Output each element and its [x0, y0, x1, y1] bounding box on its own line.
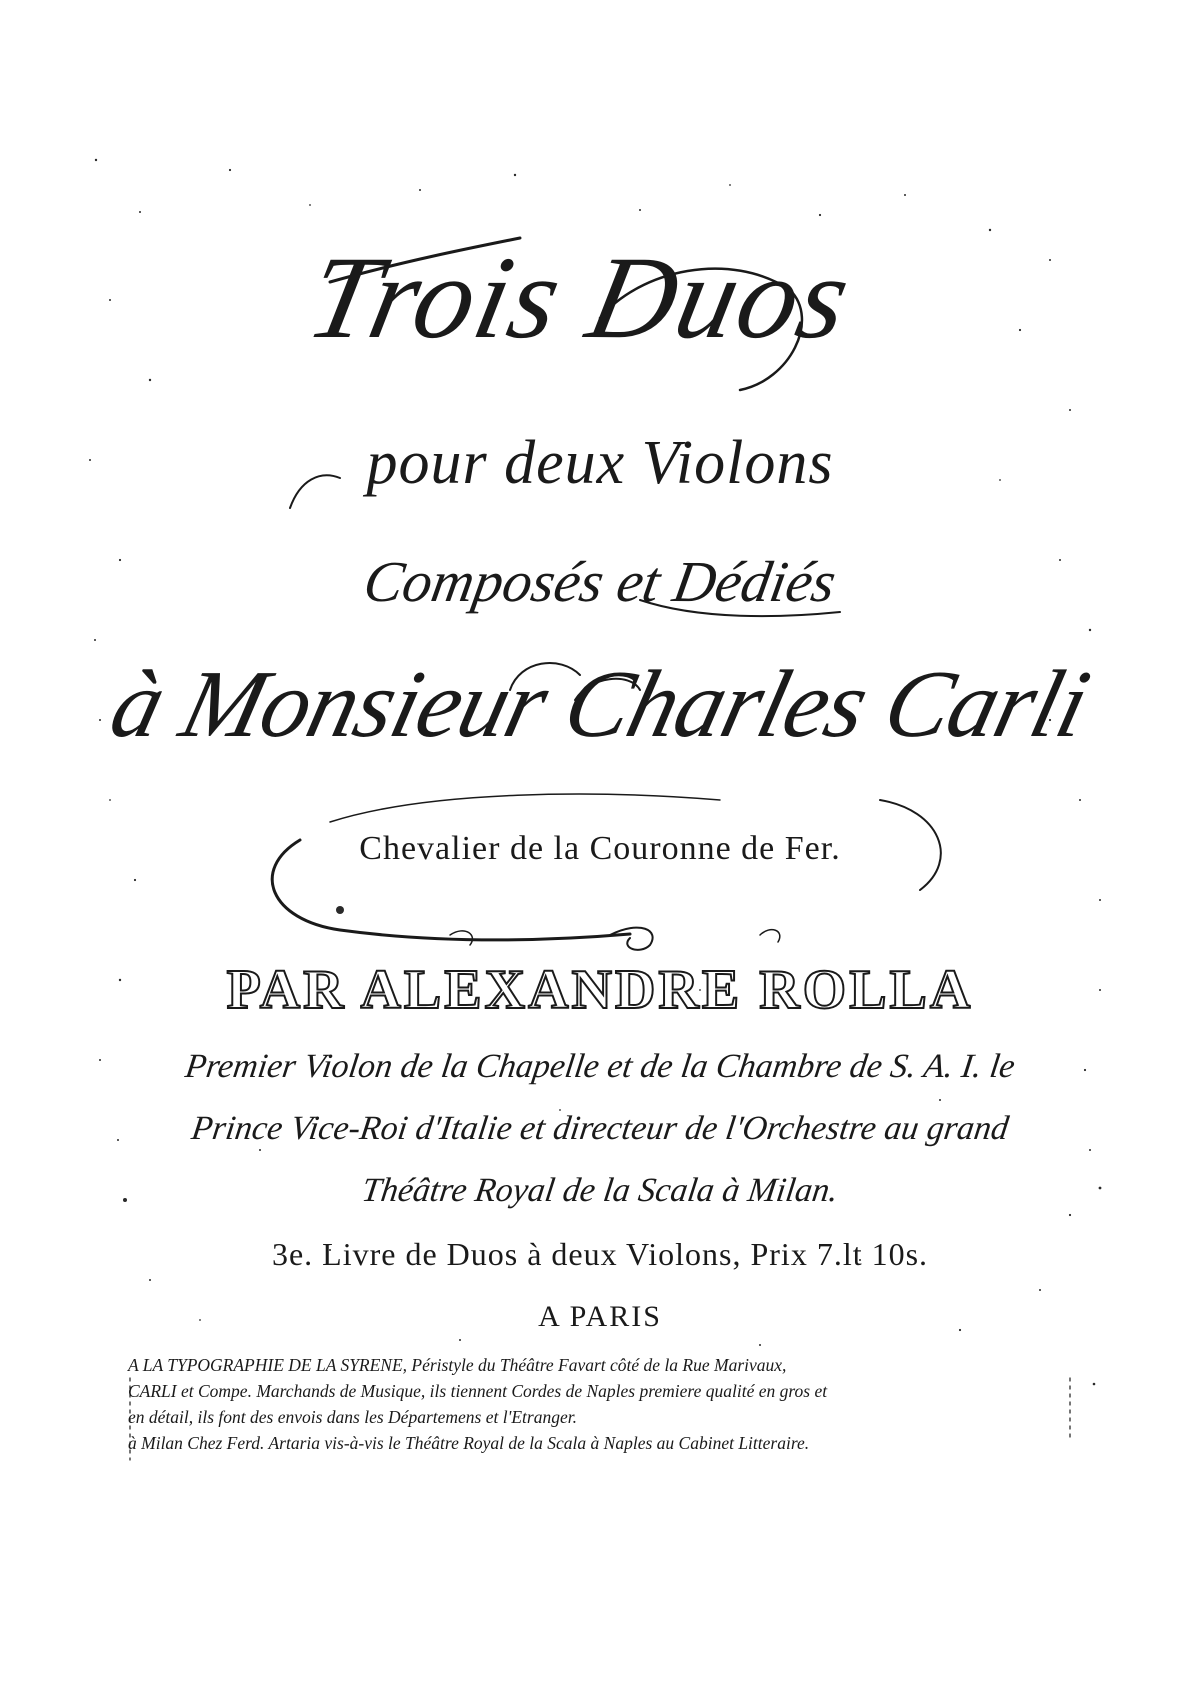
publication-place: A PARIS — [538, 1300, 662, 1333]
imprint-line-1: A LA TYPOGRAPHIE DE LA SYRENE, Péristyle du Théâtre Favart côté de la Rue Marivaux, — [128, 1355, 787, 1375]
dedicatee-line: à Monsieur Charles Carli — [101, 650, 1099, 757]
dedicatee-honorific: Chevalier de la Couronne de Fer. — [359, 830, 841, 867]
imprint-line-3: en détail, ils font des envois dans les Départemens et l'Etranger. — [128, 1407, 577, 1427]
composer-title-line-3: Théâtre Royal de la Scala à Milan. — [359, 1172, 841, 1209]
edition-price-line: 3e. Livre de Duos à deux Violons, Prix 7.lt 10s. — [271, 1236, 929, 1272]
composer-title-line-2: Prince Vice-Roi d'Italie et directeur de l'Orchestre au grand — [189, 1110, 1011, 1147]
imprint-line-2: CARLI et Compe. Marchands de Musique, ils tiennent Cordes de Naples premiere qualité en gros et — [128, 1381, 828, 1401]
work-title: Trois Duos — [297, 232, 863, 363]
composer-title-line-1: Premier Violon de la Chapelle et de la Chambre de S. A. I. le — [182, 1048, 1018, 1085]
composer-name: PAR ALEXANDRE ROLLA — [226, 959, 974, 1021]
composed-dedicated-line: Composés et Dédiés — [359, 549, 841, 614]
instrumentation-line: pour deux Violons — [366, 429, 834, 497]
imprint-line-4: à Milan Chez Ferd. Artaria vis-à-vis le Théâtre Royal de la Scala à Naples au Cabinet Litteraire. — [128, 1433, 810, 1453]
